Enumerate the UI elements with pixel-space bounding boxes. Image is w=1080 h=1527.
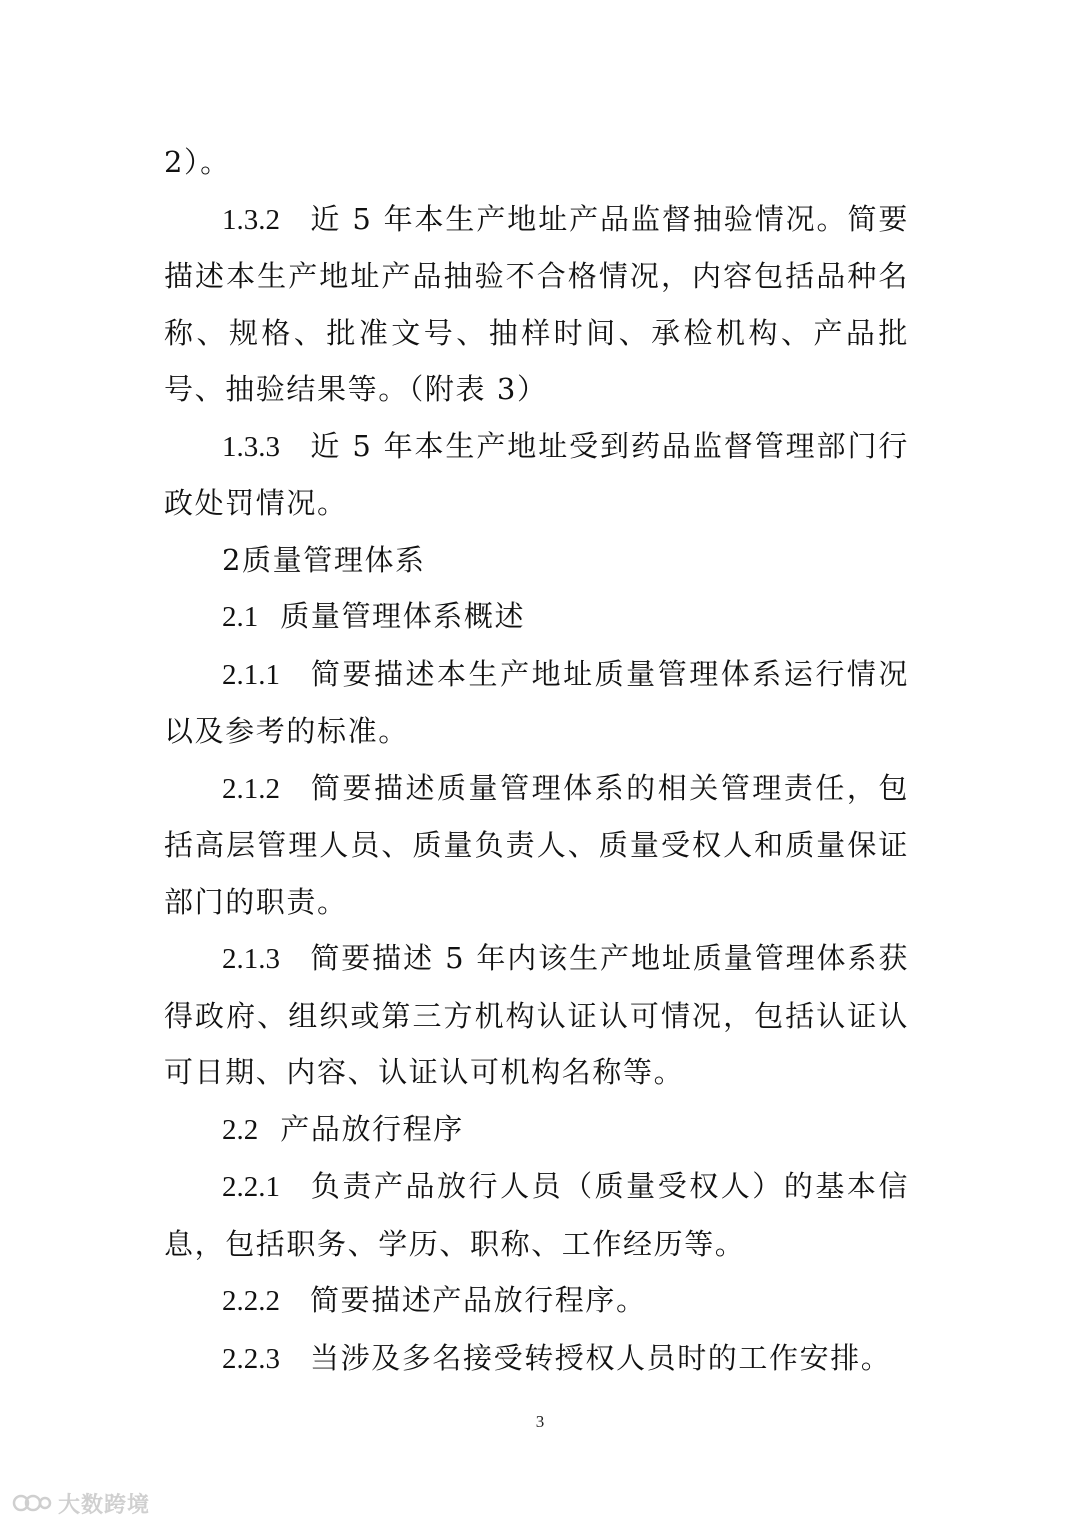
paragraph-text: 简要描述产品放行程序。	[310, 1283, 647, 1317]
paragraph-2-2-2	[164, 1272, 909, 1330]
section-number: 2.2	[222, 1113, 259, 1146]
paragraph-2-2-1	[164, 1158, 909, 1272]
paragraph-2-1-3	[164, 930, 909, 1101]
paragraph-text: 简要描述质量管理体系的相关管理责任，包括高层管理人员、质量负责人、质量受权人和质量保证部门的职责。	[164, 770, 909, 919]
paragraph-text: 简要描述 5 年内该生产地址质量管理体系获得政府、组织或第三方机构认证认可情况，包括认证认可日期、内容、认证认可机构名称等。	[164, 941, 909, 1089]
heading-text: 产品放行程序	[280, 1111, 464, 1146]
section-number: 2.1	[222, 601, 259, 633]
bigdata-logo-icon	[12, 1490, 52, 1516]
paragraph-text: 简要描述本生产地址质量管理体系运行情况以及参考的标准。	[164, 656, 909, 748]
section-number: 2.2.1	[222, 1171, 280, 1203]
document-body	[164, 134, 909, 1387]
paragraph-2-1-1	[164, 646, 909, 760]
paragraph-2-1-2	[164, 760, 909, 931]
section-number: 2.1.3	[222, 943, 280, 975]
section-number: 2.2.2	[222, 1285, 280, 1317]
paragraph-text: 2）。	[164, 145, 231, 179]
section-number: 1.3.3	[222, 430, 280, 463]
heading-text: 质量管理体系概述	[280, 599, 526, 633]
watermark-text: 大数跨境	[58, 1492, 151, 1518]
heading-2-1	[164, 588, 909, 646]
paragraph-2-2-3	[164, 1330, 909, 1388]
paragraph-continuation	[164, 134, 909, 191]
page-number: 3	[535, 1412, 545, 1431]
watermark	[12, 1488, 150, 1518]
heading-2	[164, 532, 909, 589]
heading-text: 2质量管理体系	[222, 542, 426, 577]
paragraph-1-3-2	[164, 191, 909, 418]
section-number: 2.1.2	[222, 772, 280, 805]
paragraph-text: 当涉及多名接受转授权人员时的工作安排。	[310, 1340, 892, 1375]
paragraph-text: 负责产品放行人员（质量受权人）的基本信息，包括职务、学历、职称、工作经历等。	[164, 1169, 909, 1261]
heading-2-2	[164, 1101, 909, 1159]
section-number: 2.1.1	[222, 658, 280, 691]
paragraph-text: 近 5 年本生产地址受到药品监督管理部门行政处罚情况。	[164, 428, 909, 520]
section-number: 2.2.3	[222, 1342, 280, 1375]
section-number: 1.3.2	[222, 203, 280, 236]
paragraph-text: 近 5 年本生产地址产品监督抽验情况。简要描述本生产地址产品抽验不合格情况，内容包括品种名称、规格、批准文号、抽样时间、承检机构、产品批号、抽验结果等。（附表 3）	[164, 201, 909, 406]
paragraph-1-3-3	[164, 418, 909, 532]
